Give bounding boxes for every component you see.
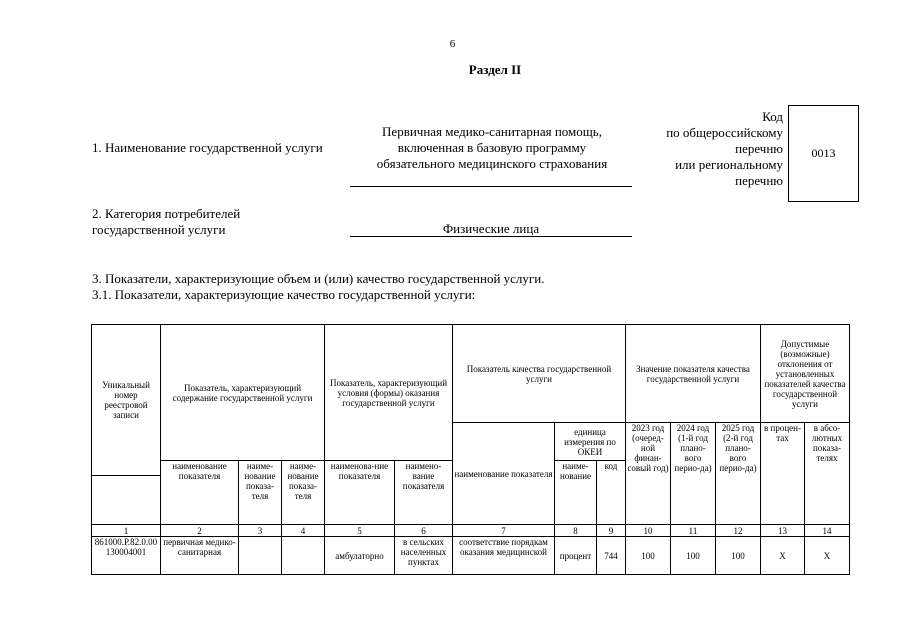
header-col2-name: наименование показателя bbox=[161, 461, 239, 525]
service-name-value bbox=[352, 124, 632, 172]
column-number: 13 bbox=[761, 525, 805, 537]
column-number: 4 bbox=[282, 525, 325, 537]
cell-condition-form: амбулаторно bbox=[325, 537, 395, 575]
code-box bbox=[788, 105, 859, 202]
cell-value-2024: 100 bbox=[671, 537, 716, 575]
consumer-category-value: Физические лица bbox=[442, 221, 540, 236]
column-number: 8 bbox=[555, 525, 597, 537]
header-col6-name: наимено-вание показателя bbox=[395, 461, 453, 525]
header-conditions-indicator: Показатель, характеризующий условия (формы) оказания государственной услуги bbox=[325, 325, 453, 461]
cell-col4 bbox=[282, 537, 325, 575]
header-unique-number: Уникальный номер реестровой записи bbox=[92, 325, 161, 476]
header-year-2025: 2025 год (2-й год плано-вого перио-да) bbox=[716, 423, 761, 525]
header-content-indicator: Показатель, характеризующий содержание государственной услуги bbox=[161, 325, 325, 461]
header-unit-code: код bbox=[597, 461, 626, 525]
cell-quality-indicator: соответствие порядкам оказания медицинской bbox=[453, 537, 555, 575]
header-col5-name: наименова-ние показателя bbox=[325, 461, 395, 525]
consumer-category-label-line: государственной услуги bbox=[92, 222, 226, 237]
header-unit-name: наиме-нование bbox=[555, 461, 597, 525]
header-col3-name: наиме-нование показа-теля bbox=[239, 461, 282, 525]
service-name-underline bbox=[350, 186, 632, 187]
cell-deviation-absolute: Х bbox=[805, 537, 850, 575]
header-col4-name: наиме-нование показа-теля bbox=[282, 461, 325, 525]
code-label-line: по общероссийскому bbox=[666, 125, 783, 140]
quality-heading: 3.1. Показатели, характеризующие качество государственной услуги: bbox=[92, 287, 476, 302]
header-deviation-absolute: в абсо-лютных показа-телях bbox=[805, 423, 850, 525]
column-number: 3 bbox=[239, 525, 282, 537]
cell-unit-name: процент bbox=[555, 537, 597, 575]
service-name-label: 1. Наименование государственной услуги bbox=[92, 140, 323, 155]
header-quality-indicator: Показатель качества государственной услуги bbox=[453, 325, 626, 423]
column-number: 12 bbox=[716, 525, 761, 537]
code-label-line: или региональному bbox=[675, 157, 783, 172]
cell-location: в сельских населенных пунктах bbox=[395, 537, 453, 575]
column-number: 7 bbox=[453, 525, 555, 537]
header-deviation: Допустимые (возможные) отклонения от установленных показателей качества государственной услуги bbox=[761, 325, 850, 423]
consumer-category-label-line: 2. Категория потребителей bbox=[92, 206, 241, 221]
cell-content-name: первичная медико-санитарная bbox=[161, 537, 239, 575]
cell-deviation-percent: Х bbox=[761, 537, 805, 575]
column-number: 2 bbox=[161, 525, 239, 537]
code-label-line: перечню bbox=[735, 141, 783, 156]
header-deviation-percent: в процен-тах bbox=[761, 423, 805, 525]
indicators-heading: 3. Показатели, характеризующие объем и (или) качество государственной услуги. bbox=[92, 271, 545, 286]
header-unique-spacer bbox=[92, 476, 161, 525]
cell-value-2023: 100 bbox=[626, 537, 671, 575]
cell-unit-code: 744 bbox=[597, 537, 626, 575]
header-okei-unit: единица измерения по ОКЕИ bbox=[555, 423, 626, 461]
column-number: 6 bbox=[395, 525, 453, 537]
code-value: 0013 bbox=[811, 146, 836, 160]
header-indicator-value: Значение показателя качества государственной услуги bbox=[626, 325, 761, 423]
page-number: 6 bbox=[449, 38, 456, 50]
section-title: Раздел II bbox=[468, 62, 522, 77]
column-number: 14 bbox=[805, 525, 850, 537]
column-number: 10 bbox=[626, 525, 671, 537]
header-year-2023: 2023 год (очеред-ной финан-совый год) bbox=[626, 423, 671, 525]
cell-col3 bbox=[239, 537, 282, 575]
cell-value-2025: 100 bbox=[716, 537, 761, 575]
column-number: 9 bbox=[597, 525, 626, 537]
column-number: 11 bbox=[671, 525, 716, 537]
consumer-category-underline bbox=[350, 236, 632, 237]
header-year-2024: 2024 год (1-й год плано-вого перио-да) bbox=[671, 423, 716, 525]
code-label-line: Код bbox=[762, 109, 783, 124]
column-number: 1 bbox=[92, 525, 161, 537]
service-name-line: Первичная медико-санитарная помощь, bbox=[382, 124, 602, 139]
service-name-line: обязательного медицинского страхования bbox=[376, 156, 608, 171]
consumer-category-label bbox=[92, 206, 240, 238]
header-indicator-name: наименование показателя bbox=[453, 423, 555, 525]
service-name-line: включенная в базовую программу bbox=[397, 140, 587, 155]
code-label-line: перечню bbox=[735, 173, 783, 188]
cell-unique-number: 861000.Р.82.0.00130004001 bbox=[92, 537, 161, 575]
column-number: 5 bbox=[325, 525, 395, 537]
code-label bbox=[640, 109, 783, 189]
quality-indicators-table bbox=[91, 324, 850, 575]
